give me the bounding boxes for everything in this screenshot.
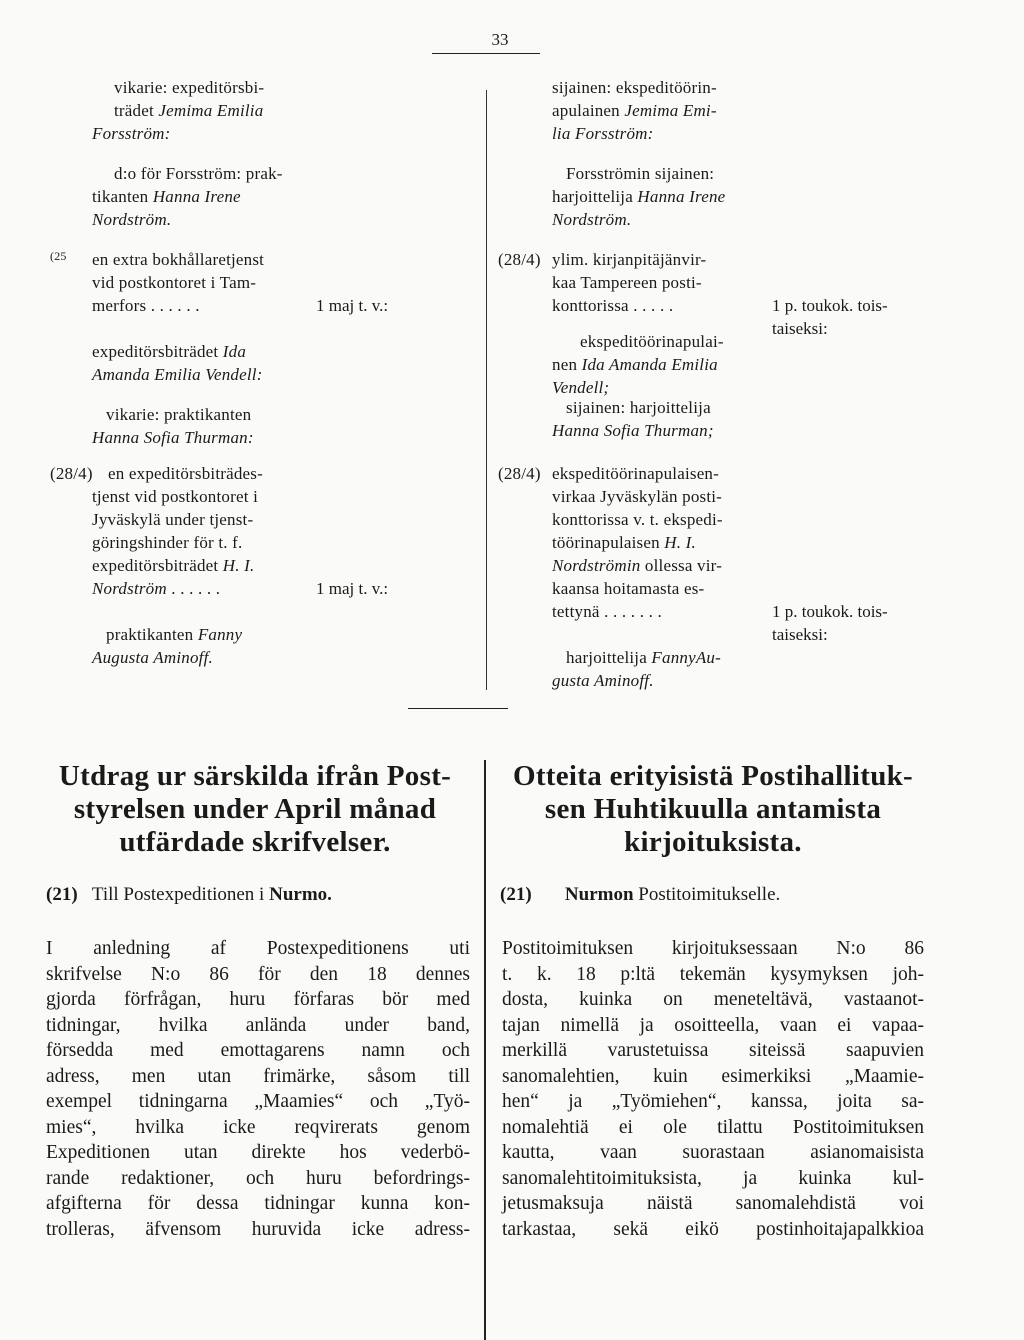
entry-date: taiseksi: bbox=[772, 625, 828, 644]
entry-line: Vendell; bbox=[552, 378, 610, 397]
entry-date: taiseksi: bbox=[772, 319, 828, 338]
entry-line: Forsström: bbox=[92, 124, 171, 143]
entry-line: harjoittelija Hanna Irene bbox=[552, 187, 726, 206]
lower-column-divider bbox=[484, 760, 486, 1340]
entry-line: Amanda Emilia Vendell: bbox=[92, 365, 263, 384]
entry-line: kaansa hoitamasta es- bbox=[552, 579, 705, 598]
swedish-letter-body: I anledning af Postexpeditionens uti skrifvelse N:o 86 för den 18 dennes gjorda förfrågan, huru förfaras bör med tidningar, hvilka anlända under band, försedda med emottagarens namn och adress, men utan frimärke, såsom till exempel tidningarna „Maamies“ och „Työ- mies“, hvilka icke reqvirerats genom Expeditionen utan direkte hos vederbö- rande redaktioner, och huru befordrings- afgifterna för dessa tidningar kunna kon- trolleras, äfvensom huruvida icke adress- bbox=[46, 938, 470, 1240]
footnote-mark: (28/4) bbox=[50, 464, 93, 483]
entry-line: tjenst vid postkontoret i bbox=[92, 487, 259, 506]
entry-line: Nordström. bbox=[92, 210, 172, 229]
entry-line: ekspeditöörinapulaisen- bbox=[552, 464, 719, 483]
entry-line: töörinapulaisen H. I. bbox=[552, 533, 696, 552]
entry-line: Hanna Sofia Thurman: bbox=[92, 428, 254, 447]
entry-line: harjoittelija FannyAu- bbox=[566, 648, 721, 667]
entry-date: 1 maj t. v.: bbox=[316, 296, 389, 315]
entry-line: merfors . . . . . . bbox=[92, 296, 200, 315]
entry-line: vikarie: expeditörsbi- bbox=[114, 78, 265, 97]
entry-line: tettynä . . . . . . . bbox=[552, 602, 662, 621]
entry-line: vid postkontoret i Tam- bbox=[92, 273, 257, 292]
entry-line: Nordström . . . . . . bbox=[92, 579, 221, 598]
footnote-mark: (28/4) bbox=[498, 250, 541, 269]
entry-date: 1 maj t. v.: bbox=[316, 579, 389, 598]
entry-line: apulainen Jemima Emi- bbox=[552, 101, 717, 120]
entry-line: Augusta Aminoff. bbox=[92, 648, 213, 667]
entry-date: 1 p. toukok. tois- bbox=[772, 602, 888, 621]
entry-line: ylim. kirjanpitäjänvir- bbox=[552, 250, 707, 269]
entry-line: virkaa Jyväskylän posti- bbox=[552, 487, 723, 506]
letter-address: (21) Till Postexpeditionen i Nurmo. bbox=[46, 884, 332, 905]
finnish-letter-body: Postitoimituksen kirjoituksessaan N:o 86 t. k. 18 p:ltä tekemän kysymyksen joh- dosta, kuinka on meneteltävä, vastaanot- tajan nimellä ja osoitteella, vaan ei vapaa- merkillä varustetuissa siteissä saapuvien sanomalehtien, kuin esimerkiksi „Maamie- hen“ ja „Työmiehen“, kanssa, joita sa- nomalehtiä ei ole tilattu Postitoimituksen kautta, vaan suorastaan asianomaisista sanomalehtitoimituksista, ja kuinka kul- jetusmaksuja näistä sanomalehdistä voi tarkastaa, sekä eikö postinhoitajapalkkioa bbox=[502, 938, 924, 1240]
entry-line: praktikanten Fanny bbox=[106, 625, 243, 644]
entry-line: trädet Jemima Emilia bbox=[114, 101, 264, 120]
footnote-mark: (28/4) bbox=[498, 464, 541, 483]
finnish-heading: Otteita erityisistä Postihallituk- sen Huhtikuulla antamista kirjoituksista. bbox=[512, 760, 914, 858]
letter-address: (21) Nurmon Postitoimitukselle. bbox=[500, 884, 781, 905]
entry-line: gusta Aminoff. bbox=[552, 671, 654, 690]
entry-line: Nordströmin ollessa vir- bbox=[552, 556, 723, 575]
section-separator bbox=[408, 708, 508, 709]
entry-line: expeditörsbiträdet Ida bbox=[92, 342, 247, 361]
entry-line: konttorissa v. t. ekspedi- bbox=[552, 510, 723, 529]
entry-line: d:o för Forsström: prak- bbox=[114, 164, 283, 183]
entry-line: en extra bokhållaretjenst bbox=[92, 250, 265, 269]
page-number-rule bbox=[432, 53, 540, 54]
entry-line: vikarie: praktikanten bbox=[106, 405, 252, 424]
entry-line: Hanna Sofia Thurman; bbox=[552, 421, 714, 440]
entry-line: Jyväskylä under tjenst- bbox=[92, 510, 254, 529]
entry-line: Forsströmin sijainen: bbox=[566, 164, 715, 183]
entry-line: en expeditörsbiträdes- bbox=[108, 464, 263, 483]
entry-line: nen Ida Amanda Emilia bbox=[552, 355, 718, 374]
entry-line: ekspeditöörinapulai- bbox=[580, 332, 724, 351]
footnote-mark: (25 bbox=[50, 249, 67, 263]
entry-line: göringshinder för t. f. bbox=[92, 533, 243, 552]
entry-line: Nordström. bbox=[552, 210, 632, 229]
entry-line: lia Forsström: bbox=[552, 124, 654, 143]
entry-date: 1 p. toukok. tois- bbox=[772, 296, 888, 315]
entry-line: sijainen: ekspeditöörin- bbox=[552, 78, 717, 97]
entry-line: tikanten Hanna Irene bbox=[92, 187, 241, 206]
swedish-heading: Utdrag ur särskilda ifrån Post- styrelsen under April månad utfärdade skrifvelser. bbox=[58, 760, 452, 858]
upper-column-divider bbox=[486, 90, 487, 690]
page-number: 33 bbox=[491, 30, 509, 49]
entry-line: sijainen: harjoittelija bbox=[566, 398, 711, 417]
entry-line: kaa Tampereen posti- bbox=[552, 273, 702, 292]
entry-line: konttorissa . . . . . bbox=[552, 296, 674, 315]
entry-line: expeditörsbiträdet H. I. bbox=[92, 556, 255, 575]
